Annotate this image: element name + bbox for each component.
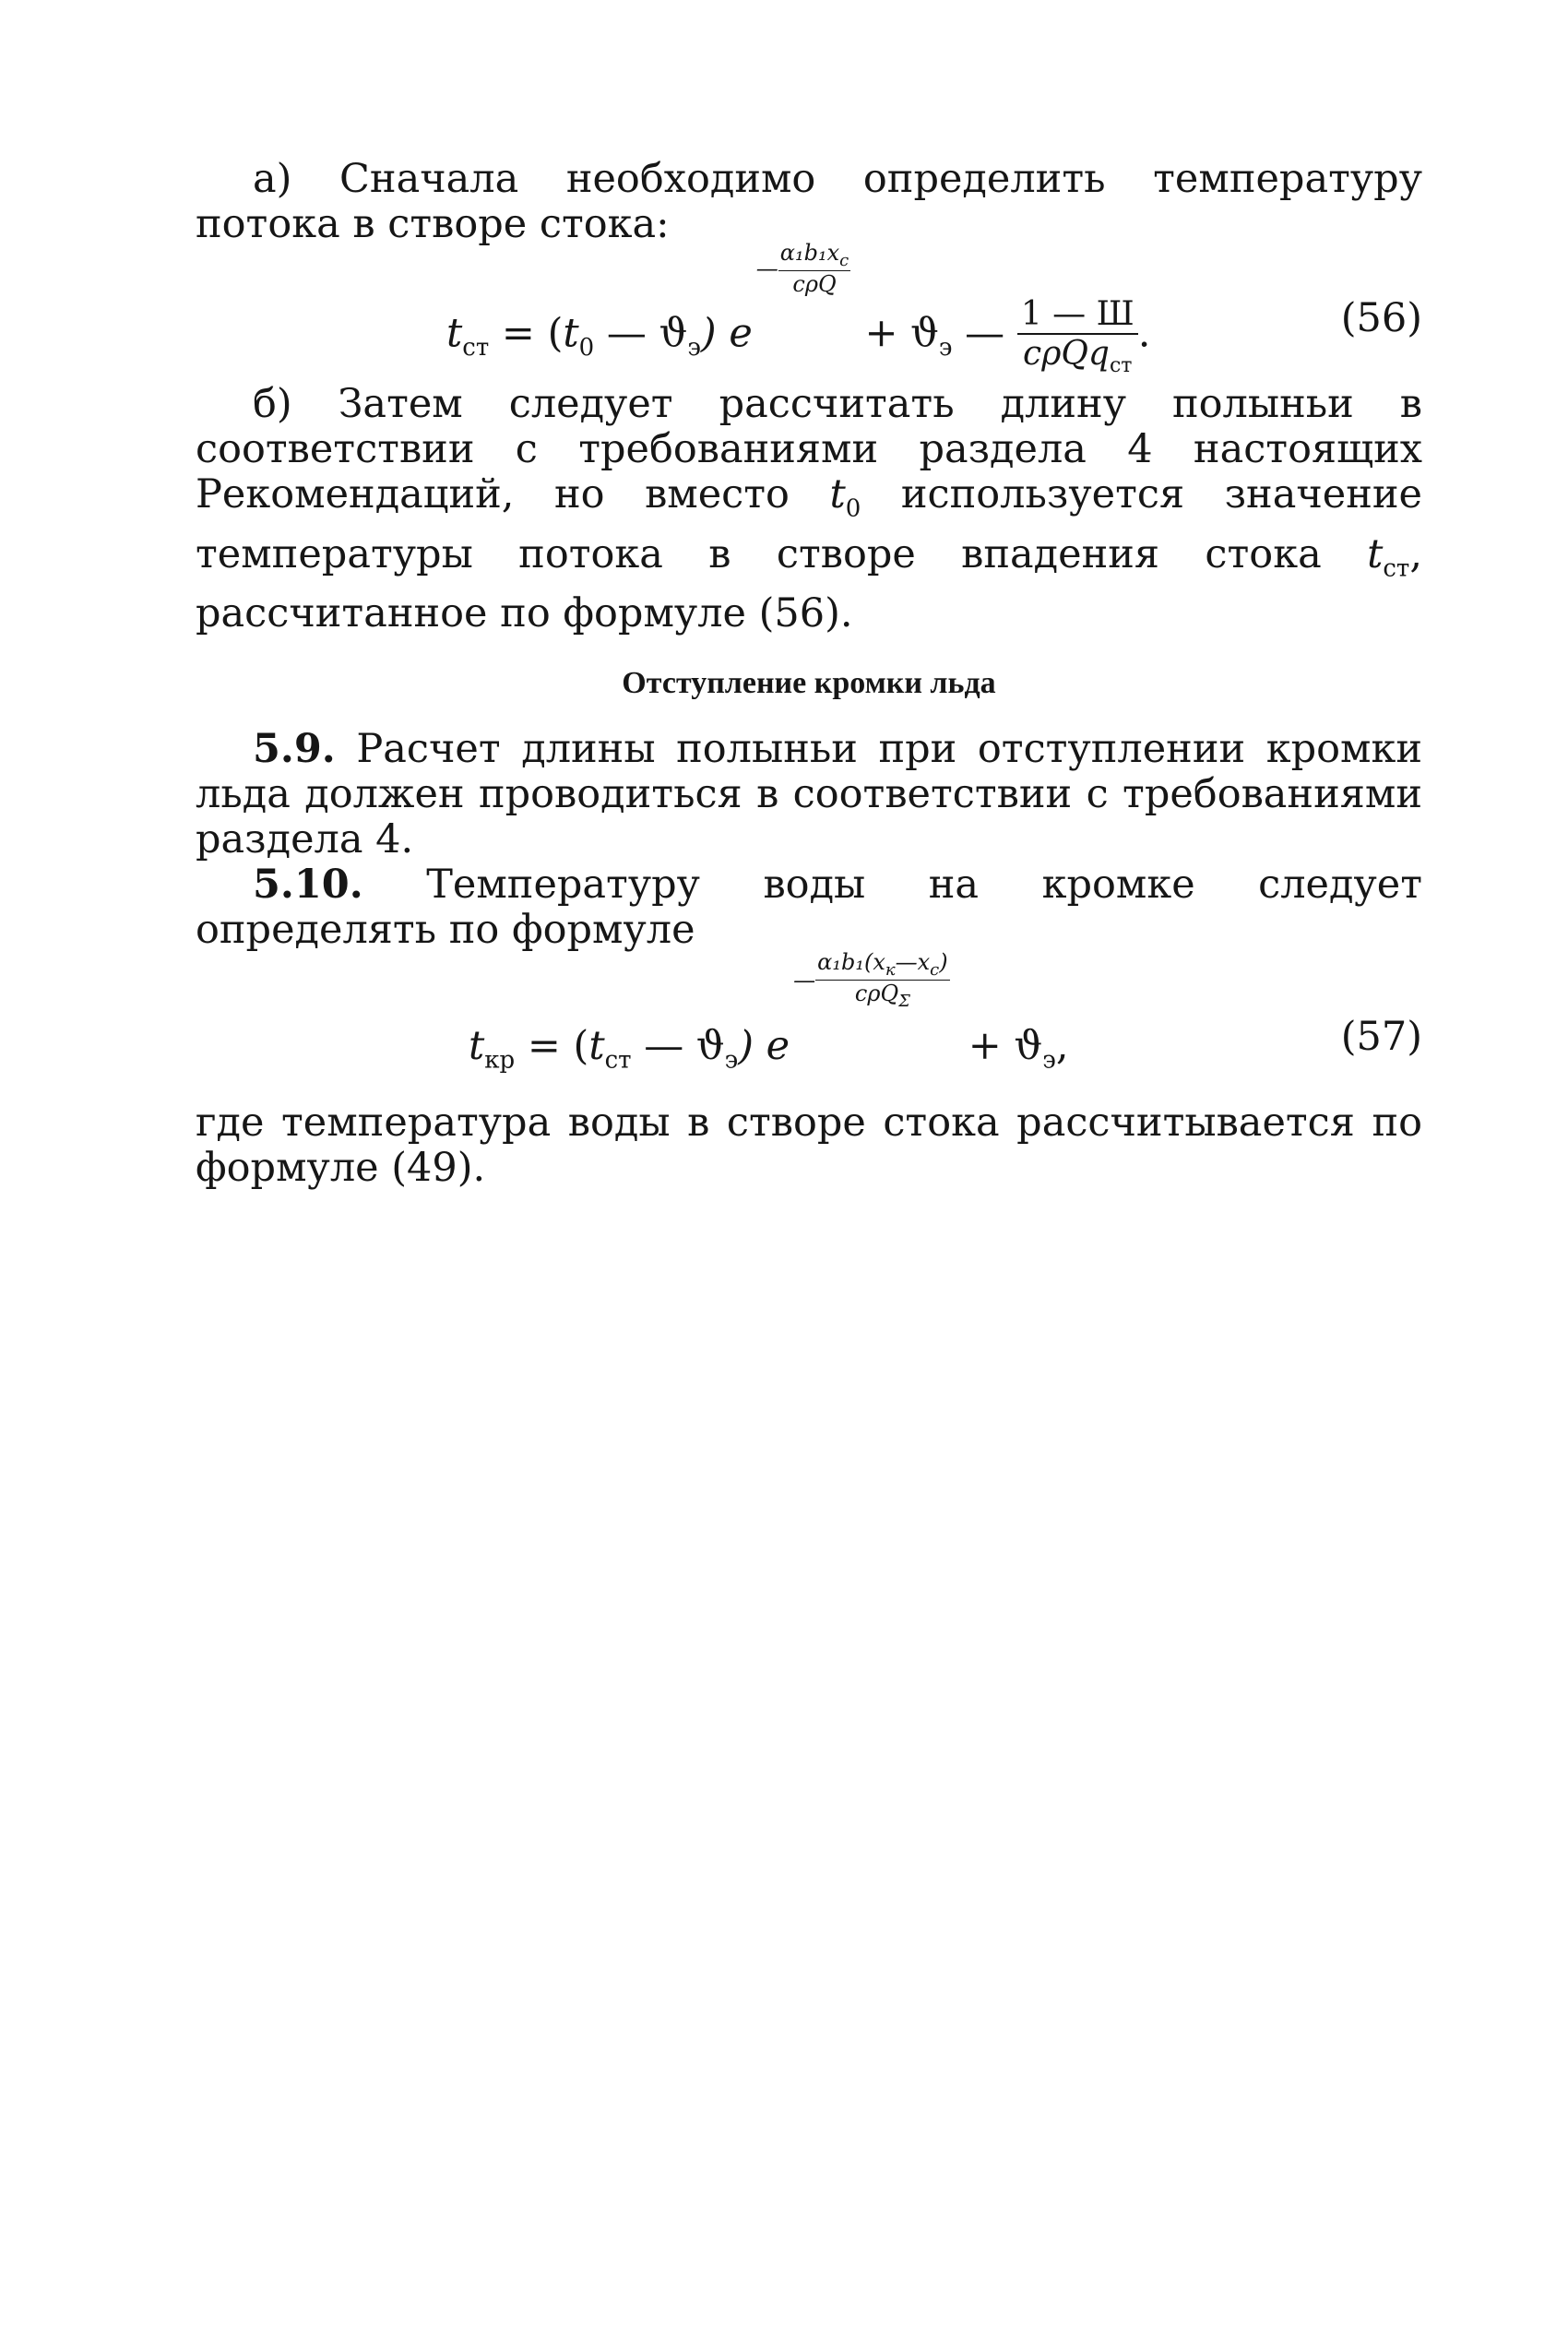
symbol-t-st: t xyxy=(588,1023,605,1070)
minus-sign: — xyxy=(631,1023,696,1070)
fraction-numerator: 1 — Ш xyxy=(1017,295,1138,335)
exponent-denominator: cρQ xyxy=(854,980,899,1006)
formula-57 xyxy=(196,949,1422,1100)
equals-sign: = ( xyxy=(489,310,564,357)
minus-sign: — xyxy=(952,310,1017,357)
subscript: э xyxy=(1042,1046,1056,1075)
symbol-t-st: t xyxy=(1367,530,1384,577)
subscript: э xyxy=(724,1046,739,1075)
clause-number: 5.9. xyxy=(253,726,336,773)
paragraph-b xyxy=(196,382,1422,636)
symbol-t-st: t xyxy=(446,310,463,357)
subscript: э xyxy=(938,334,953,363)
symbol-t0: t xyxy=(563,310,579,357)
symbol-theta: ϑ xyxy=(659,310,688,357)
equals-sign: = ( xyxy=(515,1023,589,1070)
symbol-theta: ϑ xyxy=(910,310,939,357)
exponent-base: ) e xyxy=(738,1023,790,1070)
symbol-t0: t xyxy=(829,471,846,517)
exponent-base: ) e xyxy=(700,310,753,357)
exponent-numerator-part: —x xyxy=(895,949,931,976)
paragraph-5-10 xyxy=(196,862,1422,953)
subscript: c xyxy=(839,250,849,270)
text-run: б) Затем следует рассчитать длину полыньи в соответствии с требованиями раздела 4 настоящих Рекомендаций, но вместо xyxy=(196,381,1422,517)
text-run: Температуру воды на кромке следует определять по формуле xyxy=(196,862,1422,954)
text-run: используется значение температуры потока в створе впадения стока xyxy=(196,471,1422,577)
exponent-fraction xyxy=(778,240,850,297)
equation-number-56: (56) xyxy=(1340,295,1422,341)
minus-sign: — xyxy=(594,310,659,357)
exponent-numerator: α₁b₁x xyxy=(779,240,840,266)
plus-sign: + xyxy=(956,1023,1015,1070)
paragraph-closing: где температура воды в створе стока рассчитывается по формуле (49). xyxy=(196,1100,1422,1192)
subscript: кр xyxy=(484,1046,516,1075)
comma: , xyxy=(1055,1023,1069,1070)
exponent-denominator: cρQ xyxy=(792,270,837,297)
period: . xyxy=(1137,310,1151,357)
exponent-minus: — xyxy=(793,967,816,993)
subscript: 0 xyxy=(578,334,595,363)
equation-number-57: (57) xyxy=(1340,1014,1422,1061)
exponent-minus: — xyxy=(755,255,778,281)
fraction-56 xyxy=(1017,295,1138,377)
exponent-fraction xyxy=(815,949,949,1011)
subscript: ст xyxy=(1109,354,1133,378)
text-run: , рассчитанное по формуле (56). xyxy=(196,530,1422,637)
exponent-numerator: α₁b₁(x xyxy=(817,949,885,976)
symbol-theta: ϑ xyxy=(1014,1023,1043,1070)
page-content xyxy=(196,157,1422,1191)
formula-56 xyxy=(196,240,1422,382)
paragraph-a: а) Сначала необходимо определить температуру потока в створе стока: xyxy=(196,156,1422,247)
subscript: ст xyxy=(604,1046,632,1075)
exponent-numerator-part: ) xyxy=(939,949,948,976)
fraction-denominator: cρQq xyxy=(1023,335,1110,373)
subscript: э xyxy=(687,334,701,363)
section-heading: Отступление кромки льда xyxy=(622,666,996,701)
symbol-theta: ϑ xyxy=(695,1023,725,1070)
clause-number: 5.10. xyxy=(253,862,363,909)
text-run: Расчет длины полыньи при отступлении кромки льда должен проводиться в соответствии с требованиями раздела 4. xyxy=(196,726,1422,863)
subscript: ст xyxy=(1383,554,1410,583)
plus-sign: + xyxy=(851,310,911,357)
subscript: Σ xyxy=(898,991,910,1011)
symbol-t-kr: t xyxy=(469,1023,485,1070)
subscript: 0 xyxy=(845,494,861,523)
subscript: c xyxy=(930,959,940,980)
subscript: к xyxy=(885,959,896,980)
paragraph-5-9 xyxy=(196,727,1422,862)
subscript: ст xyxy=(462,334,490,363)
